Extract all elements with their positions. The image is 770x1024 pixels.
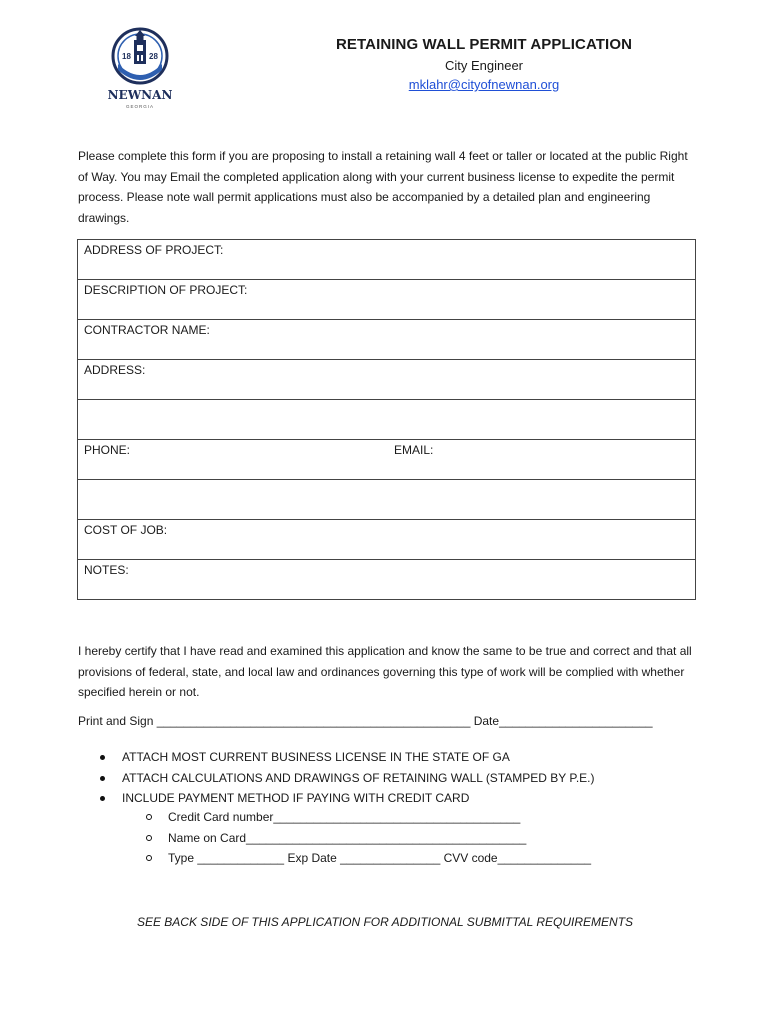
list-item[interactable]: [145, 848, 591, 869]
list-item: [96, 747, 595, 768]
description-of-project-field[interactable]: [78, 280, 696, 320]
bullet-icon: [100, 796, 105, 801]
circle-bullet-icon: [146, 814, 152, 820]
intro-paragraph: Please complete this form if you are proposing to install a retaining wall 4 feet or taller or located at the public Right of Way. You may Email the completed application along with your current business license to expedite the permit process. Please note wall permit applications must also be accompanied by a detailed plan and engineering drawings.: [78, 149, 688, 225]
name-on-card-line: Name on Card__________________________________________: [168, 830, 527, 845]
department-subtitle: City Engineer: [444, 58, 524, 73]
requirements-list: [96, 747, 595, 809]
circle-bullet-icon: [146, 855, 152, 861]
list-item: [96, 788, 595, 809]
address-of-project-field[interactable]: [78, 240, 696, 280]
form-row-address-of-project: [78, 240, 696, 280]
address-label: ADDRESS:: [84, 363, 146, 377]
circle-bullet-icon: [146, 835, 152, 841]
city-seal-icon: [102, 26, 178, 112]
page-title: RETAINING WALL PERMIT APPLICATION: [335, 36, 633, 53]
form-row-phone-email-continued: [78, 480, 696, 520]
card-type-exp-cvv-line: Type _____________ Exp Date _______________ CVV code______________: [168, 851, 592, 865]
contractor-name-label: CONTRACTOR NAME:: [84, 323, 210, 337]
contact-email-link[interactable]: mklahr@cityofnewnan.org: [408, 77, 560, 92]
list-item[interactable]: [145, 828, 591, 849]
requirement-text: ATTACH MOST CURRENT BUSINESS LICENSE IN THE STATE OF GA: [122, 750, 510, 764]
bullet-icon: [100, 776, 105, 781]
address-of-project-label: ADDRESS OF PROJECT:: [84, 243, 224, 257]
description-of-project-label: DESCRIPTION OF PROJECT:: [84, 283, 248, 297]
form-row-address-continued: [78, 400, 696, 440]
application-form-table: [77, 239, 696, 600]
form-row-cost-of-job: [78, 520, 696, 560]
contractor-name-field[interactable]: [78, 320, 696, 360]
seal-city-name: NEWNAN: [107, 88, 173, 102]
form-row-contractor-name: [78, 320, 696, 360]
address-field[interactable]: [78, 360, 696, 400]
list-item[interactable]: [145, 807, 591, 828]
cost-of-job-label: COST OF JOB:: [84, 523, 168, 537]
payment-details-list: [145, 807, 591, 869]
requirement-text: INCLUDE PAYMENT METHOD IF PAYING WITH CREDIT CARD: [122, 791, 470, 805]
credit-card-number-line: Credit Card number_____________________________________: [168, 810, 521, 824]
form-row-address: [78, 360, 696, 400]
phone-label: PHONE:: [84, 443, 131, 457]
phone-email-continued-field[interactable]: [78, 480, 696, 520]
requirement-text: ATTACH CALCULATIONS AND DRAWINGS OF RETAINING WALL (STAMPED BY P.E.): [122, 770, 595, 785]
notes-label: NOTES:: [84, 563, 129, 577]
list-item: [96, 768, 595, 789]
print-and-sign-line[interactable]: Print and Sign _______________________________________________ Date_______________________: [78, 714, 653, 728]
address-continued-field[interactable]: [78, 400, 696, 440]
form-row-notes: [78, 560, 696, 600]
email-label: EMAIL:: [394, 443, 434, 457]
certification-paragraph: I hereby certify that I have read and examined this application and know the same to be true and correct and that all provisions of federal, state, and local law and ordinances governing this type of work will be complied with whether specified herein or not.: [78, 644, 692, 699]
form-row-phone-email: [78, 440, 696, 480]
seal-year-left: 18: [122, 52, 131, 61]
seal-year-right: 28: [149, 52, 158, 61]
form-row-description: [78, 280, 696, 320]
bullet-icon: [100, 755, 105, 760]
cost-of-job-field[interactable]: [78, 520, 696, 560]
document-header: [280, 36, 688, 94]
seal-state-name: GEORGIA: [125, 104, 155, 109]
footer-note: SEE BACK SIDE OF THIS APPLICATION FOR ADDITIONAL SUBMITTAL REQUIREMENTS: [136, 915, 634, 929]
notes-field[interactable]: [78, 560, 696, 600]
city-seal-logo: [102, 26, 178, 112]
phone-email-field[interactable]: [78, 440, 696, 480]
